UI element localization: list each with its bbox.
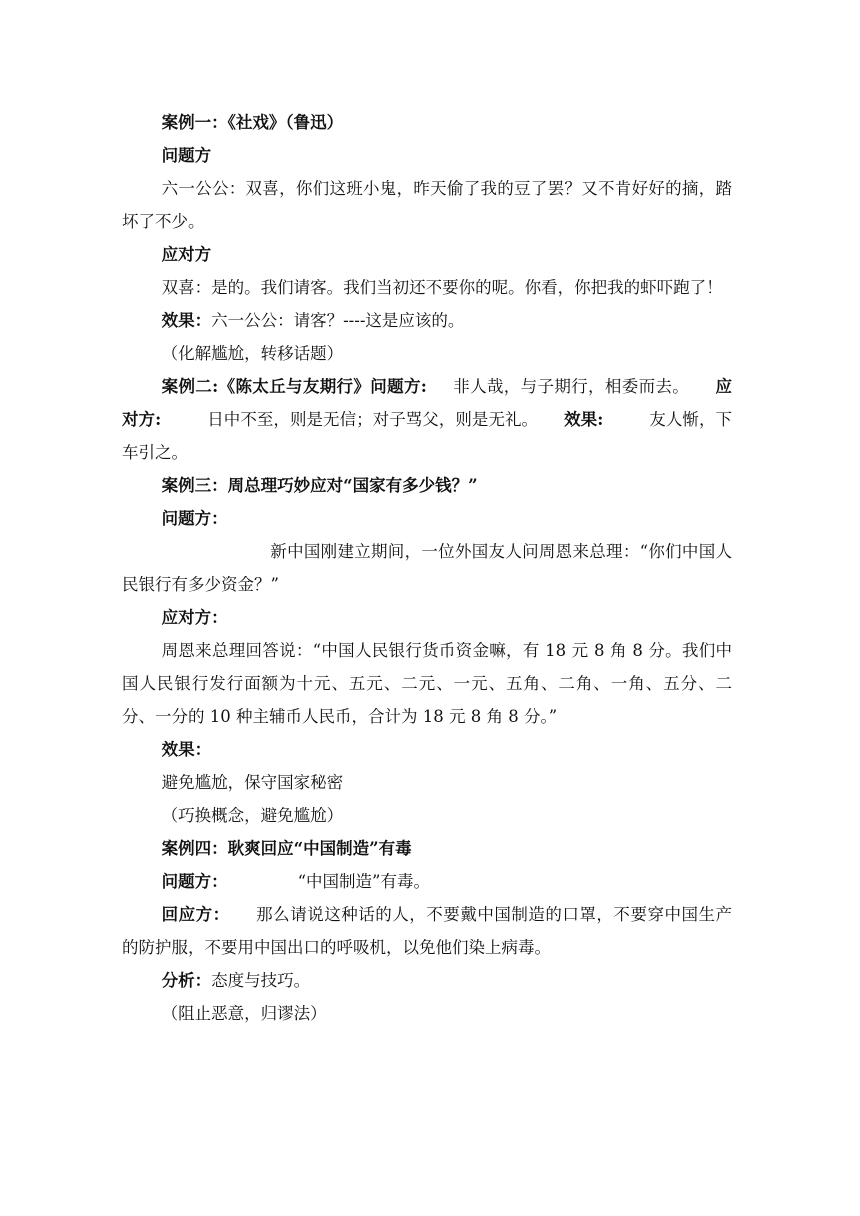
case1-effect xyxy=(122,304,732,337)
case4-answer xyxy=(122,898,732,964)
case4-question xyxy=(122,865,732,898)
case3-question-text xyxy=(122,535,732,601)
case4-answer-label: 回应方： xyxy=(161,905,230,924)
case3-answer-text: 周恩来总理回答说：“中国人民银行货币资金嘛，有 18 元 8 角 8 分。我们中国人民银行发行面额为十元、五元、二元、一元、五角、二角、一角、五分、二分、一分的 10 种主辅币人民币，合计为 18 元 8 角 8 分。” xyxy=(122,641,732,726)
case4-question-label: 问题方： xyxy=(161,872,228,891)
case1-title: 案例一：《社戏》（鲁迅） xyxy=(161,113,344,132)
case2-question-text: 非人哉，与子期行，相委而去。 xyxy=(452,377,690,396)
document-content xyxy=(122,106,732,1030)
case2-effect-label: 效果: xyxy=(564,410,604,429)
case1-question-label: 问题方 xyxy=(161,146,212,165)
case1-answer-text: 双喜：是的。我们请客。我们当初还不要你的呢。你看，你把我的虾吓跑了！ xyxy=(161,278,723,297)
case3-effect-text: 避免尴尬，保守国家秘密 xyxy=(161,773,344,792)
case1-question-text: 六一公公：双喜，你们这班小鬼，昨天偷了我的豆了罢？又不肯好好的摘，踏坏了不少。 xyxy=(122,179,732,231)
case3-answer-label: 应对方： xyxy=(161,608,228,627)
case3-question-text-body: 新中国刚建立期间，一位外国友人问周恩来总理：“你们中国人民银行有多少资金？” xyxy=(122,542,732,594)
case3-note: （巧换概念，避免尴尬） xyxy=(161,806,344,825)
case4-title: 案例四：耿爽回应“中国制造”有毒 xyxy=(161,839,412,858)
case2-effect-text: 友人惭，下车引之。 xyxy=(122,410,733,462)
case3-effect-label: 效果： xyxy=(161,740,212,759)
case1-note: （化解尴尬，转移话题） xyxy=(161,344,344,363)
case2-title-question-label: 案例二:《陈太丘与友期行》问题方: xyxy=(161,377,427,396)
case4-question-text: “中国制造”有毒。 xyxy=(297,872,430,891)
case4-analysis-text: 态度与技巧。 xyxy=(211,971,311,990)
case4-note: （阻止恶意，归谬法） xyxy=(161,1004,327,1023)
case2-answer-label: 应对方: xyxy=(122,377,733,429)
case4-analysis-label: 分析： xyxy=(161,971,212,990)
case2-answer-text: 日中不至，则是无信；对子骂父，则是无礼。 xyxy=(207,410,539,429)
case1-answer-label: 应对方 xyxy=(161,245,212,264)
case1-effect-text: 六一公公：请客？----这是应该的。 xyxy=(211,311,465,330)
case2-paragraph xyxy=(122,370,732,469)
case4-answer-text: 那么请说这种话的人，不要戴中国制造的口罩，不要穿中国生产的防护服，不要用中国出口的呼吸机，以免他们染上病毒。 xyxy=(122,905,733,957)
case4-analysis xyxy=(122,964,732,997)
case3-question-label: 问题方： xyxy=(161,509,228,528)
case1-effect-label: 效果： xyxy=(161,311,212,330)
case3-title: 案例三：周总理巧妙应对“国家有多少钱？” xyxy=(161,476,478,495)
